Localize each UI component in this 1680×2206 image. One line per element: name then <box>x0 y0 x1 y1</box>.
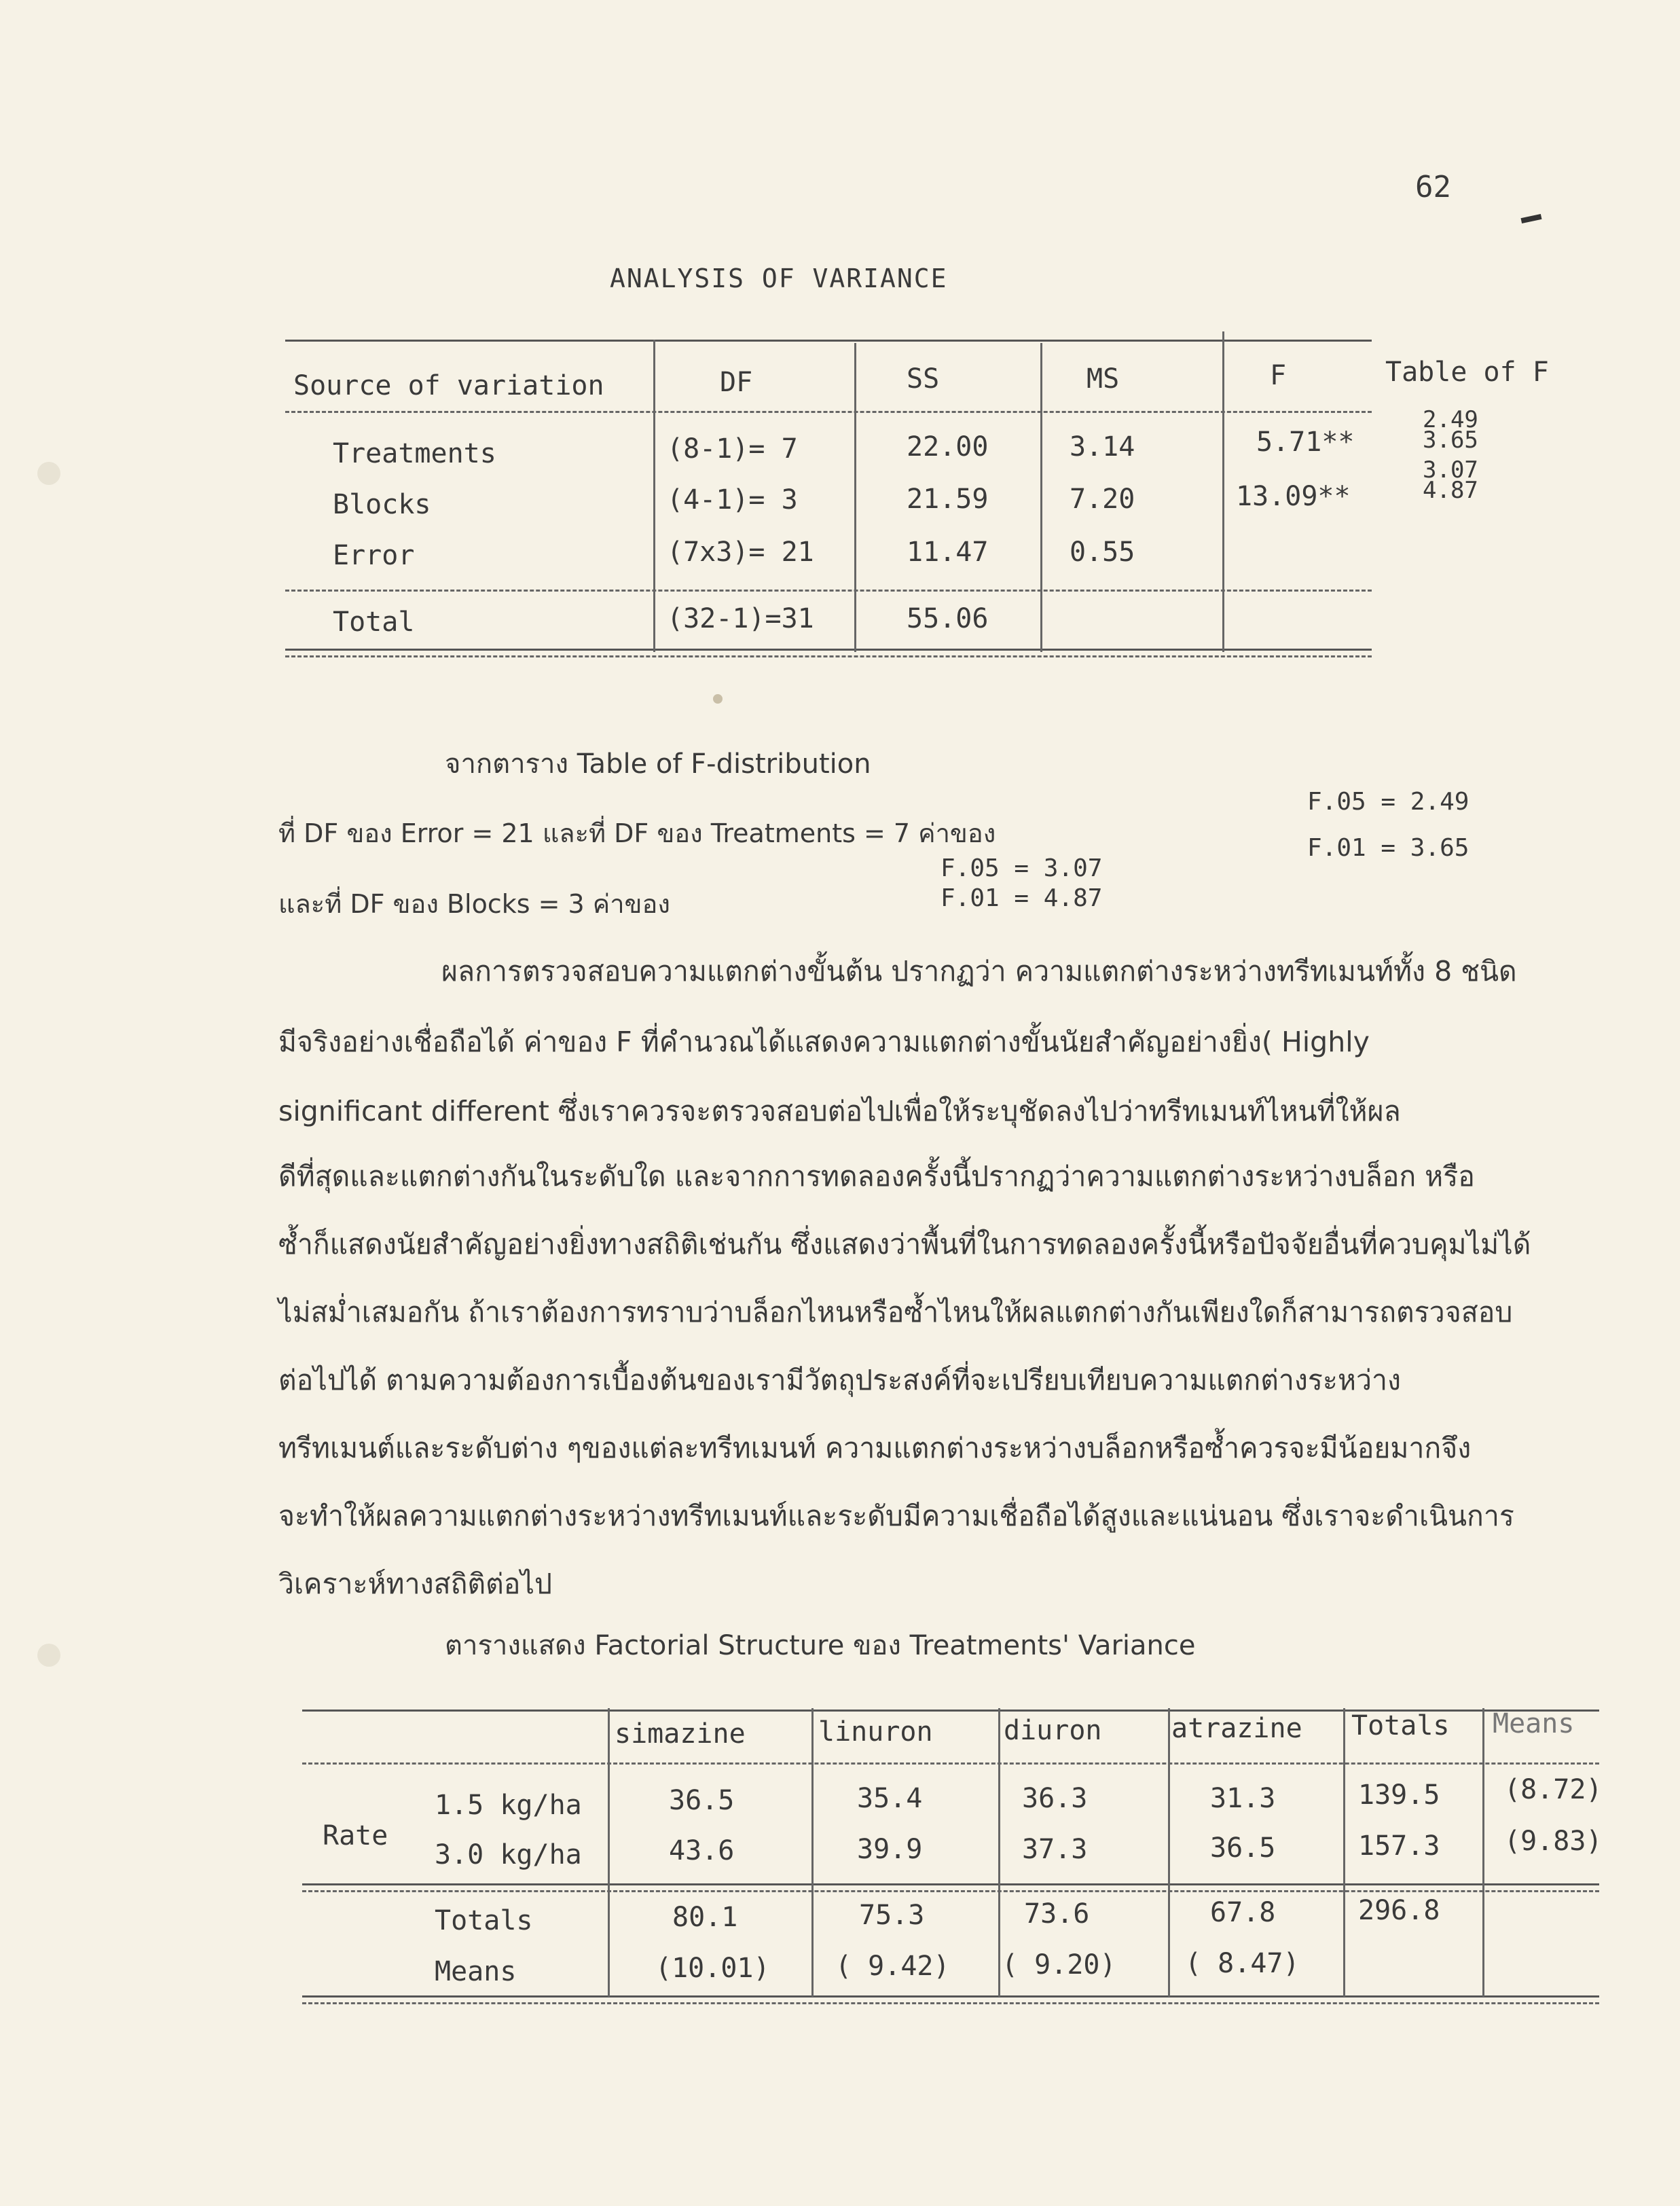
table-divider <box>653 340 655 652</box>
paragraph-line: significant different ซึ่งเราควรจะตรวจสอบต่อไปเพื่อให้ระบุชัดลงไปว่าทรีทเมนท์ไหนที่ให้ผล <box>278 1095 1401 1127</box>
row-mean: (9.83) <box>1504 1826 1603 1857</box>
row-ss: 22.00 <box>907 431 989 463</box>
table-divider <box>608 1708 610 1997</box>
table-divider <box>1482 1708 1484 1997</box>
fdist-line1: ที่ DF ของ Error = 21 และที่ DF ของ Treatments = 7 ค่าของ <box>278 818 996 848</box>
fdist-line2-f05: F.05 = 3.07 <box>941 854 1103 882</box>
total-value: 67.8 <box>1210 1897 1276 1928</box>
header-source: Source of variation <box>293 370 604 401</box>
table-divider <box>1040 343 1042 652</box>
fdist-line1-f01: F.01 = 3.65 <box>1307 834 1469 862</box>
row-tf01: 3.65 <box>1423 427 1478 454</box>
total-source: Total <box>333 607 415 638</box>
mean-value: (10.01) <box>655 1953 770 1984</box>
pencil-mark <box>1520 214 1541 223</box>
col-totals: Totals <box>1351 1710 1450 1741</box>
fdist-line2-f01: F.01 = 4.87 <box>941 884 1103 912</box>
total-value: 73.6 <box>1024 1898 1090 1930</box>
rate-value: 3.0 kg/ha <box>435 1839 582 1870</box>
row-tf05: 2.49 <box>1423 406 1478 433</box>
fdist-heading: จากตาราง Table of F-distribution <box>445 748 871 780</box>
row-total: 139.5 <box>1358 1779 1440 1811</box>
mean-value: ( 9.20) <box>1002 1949 1116 1981</box>
row-f: 5.71** <box>1256 427 1355 458</box>
table-rule <box>302 1883 1599 1885</box>
row-df: (7x3)= 21 <box>667 537 814 568</box>
header-f: F <box>1270 360 1287 391</box>
paragraph-line: ซ้ำก็แสดงนัยสำคัญอย่างยิ่งทางสถิติเช่นกัน ซึ่งแสดงว่าพื้นที่ในการทดลองครั้งนี้หรือปัจจัยอื่นที่ควบคุมไม่ได้ <box>278 1228 1531 1261</box>
col-linuron: linuron <box>818 1716 933 1748</box>
table-divider <box>1343 1708 1345 1997</box>
header-table-of-f: Table of F <box>1385 357 1549 388</box>
rate-label: Rate <box>323 1820 388 1851</box>
cell-value: 36.3 <box>1022 1783 1088 1814</box>
total-value: 75.3 <box>859 1900 925 1931</box>
cell-value: 39.9 <box>857 1834 923 1865</box>
table-rule <box>285 655 1372 657</box>
row-ms: 0.55 <box>1070 537 1135 568</box>
paper-speck <box>713 694 723 704</box>
totals-label: Totals <box>435 1905 533 1936</box>
paragraph-line: วิเคราะห์ทางสถิติต่อไป <box>278 1568 552 1600</box>
row-df: (8-1)= 7 <box>667 433 798 465</box>
paragraph-line: ไม่สม่ำเสมอกัน ถ้าเราต้องการทราบว่าบล็อกไหนหรือซ้ำไหนให้ผลแตกต่างกันเพียงใดก็สามารถตรวจสอบ <box>278 1296 1513 1328</box>
paragraph-line: ผลการตรวจสอบความแตกต่างขั้นต้น ปรากฏว่า ความแตกต่างระหว่างทรีทเมนท์ทั้ง 8 ชนิด <box>441 955 1517 988</box>
paragraph-line: ดีที่สุดและแตกต่างกันในระดับใด และจากการทดลองครั้งนี้ปรากฏว่าความแตกต่างระหว่างบล็อก หรือ <box>278 1160 1475 1193</box>
cell-value: 36.5 <box>1210 1832 1276 1864</box>
col-diuron: diuron <box>1004 1715 1102 1746</box>
fdist-line1-f05: F.05 = 2.49 <box>1307 788 1469 816</box>
table-divider <box>1222 331 1224 652</box>
row-f: 13.09** <box>1236 481 1351 512</box>
col-means: Means <box>1493 1708 1575 1739</box>
table-rule <box>285 649 1372 651</box>
total-ss: 55.06 <box>907 603 989 634</box>
table-rule <box>285 590 1372 592</box>
table-rule <box>302 1890 1599 1892</box>
row-ms: 7.20 <box>1070 484 1135 515</box>
table-divider <box>998 1708 1000 1997</box>
table-divider <box>854 343 856 652</box>
row-source: Error <box>333 540 415 571</box>
rate-value: 1.5 kg/ha <box>435 1790 582 1821</box>
cell-value: 35.4 <box>857 1783 923 1814</box>
fdist-line2: และที่ DF ของ Blocks = 3 ค่าของ <box>278 889 670 919</box>
header-ss: SS <box>907 363 940 395</box>
row-ms: 3.14 <box>1070 431 1135 463</box>
page-number: 62 <box>1415 170 1451 204</box>
total-df: (32-1)=31 <box>667 603 814 634</box>
table-rule <box>302 1762 1599 1765</box>
table-divider <box>1168 1708 1170 1997</box>
grand-total: 296.8 <box>1358 1895 1440 1926</box>
row-source: Treatments <box>333 438 496 469</box>
cell-value: 37.3 <box>1022 1834 1088 1865</box>
paragraph-line: มีจริงอย่างเชื่อถือได้ ค่าของ F ที่คำนวณได้แสดงความแตกต่างขั้นนัยสำคัญอย่างยิ่ง( Highly <box>278 1026 1370 1058</box>
row-ss: 21.59 <box>907 484 989 515</box>
table-rule <box>285 411 1372 413</box>
paragraph-line: ต่อไปได้ ตามความต้องการเบื้องต้นของเรามีวัตถุประสงค์ที่จะเปรียบเทียบความแตกต่างระหว่าง <box>278 1364 1402 1396</box>
mean-value: ( 8.47) <box>1185 1948 1300 1979</box>
binder-hole <box>37 462 60 485</box>
paragraph-line: ทรีทเมนต์และระดับต่าง ๆของแต่ละทรีทเมนท์ ความแตกต่างระหว่างบล็อกหรือซ้ำควรจะมีน้อยมากจึง <box>278 1432 1472 1464</box>
row-tf01: 4.87 <box>1423 477 1478 504</box>
cell-value: 43.6 <box>669 1835 735 1866</box>
cell-value: 31.3 <box>1210 1783 1276 1814</box>
header-df: DF <box>720 367 753 398</box>
row-df: (4-1)= 3 <box>667 484 798 516</box>
page-title: ANALYSIS OF VARIANCE <box>610 264 948 293</box>
row-tf05: 3.07 <box>1423 456 1478 484</box>
col-simazine: simazine <box>615 1718 746 1750</box>
header-ms: MS <box>1086 363 1120 395</box>
row-source: Blocks <box>333 489 431 520</box>
table-divider <box>811 1708 814 1997</box>
factorial-caption: ตารางแสดง Factorial Structure ของ Treatments' Variance <box>445 1630 1196 1661</box>
table-rule <box>302 1995 1599 1997</box>
binder-hole <box>37 1644 60 1667</box>
cell-value: 36.5 <box>669 1785 735 1816</box>
total-value: 80.1 <box>672 1902 738 1933</box>
paragraph-line: จะทำให้ผลความแตกต่างระหว่างทรีทเมนท์และระดับมีความเชื่อถือได้สูงและแน่นอน ซึ่งเราจะดำเนินการ <box>278 1500 1514 1532</box>
table-rule <box>285 340 1372 342</box>
row-mean: (8.72) <box>1504 1774 1603 1805</box>
table-rule <box>302 2002 1599 2004</box>
row-total: 157.3 <box>1358 1830 1440 1862</box>
means-label: Means <box>435 1956 517 1987</box>
mean-value: ( 9.42) <box>835 1951 950 1982</box>
col-atrazine: atrazine <box>1171 1713 1302 1744</box>
row-ss: 11.47 <box>907 537 989 568</box>
